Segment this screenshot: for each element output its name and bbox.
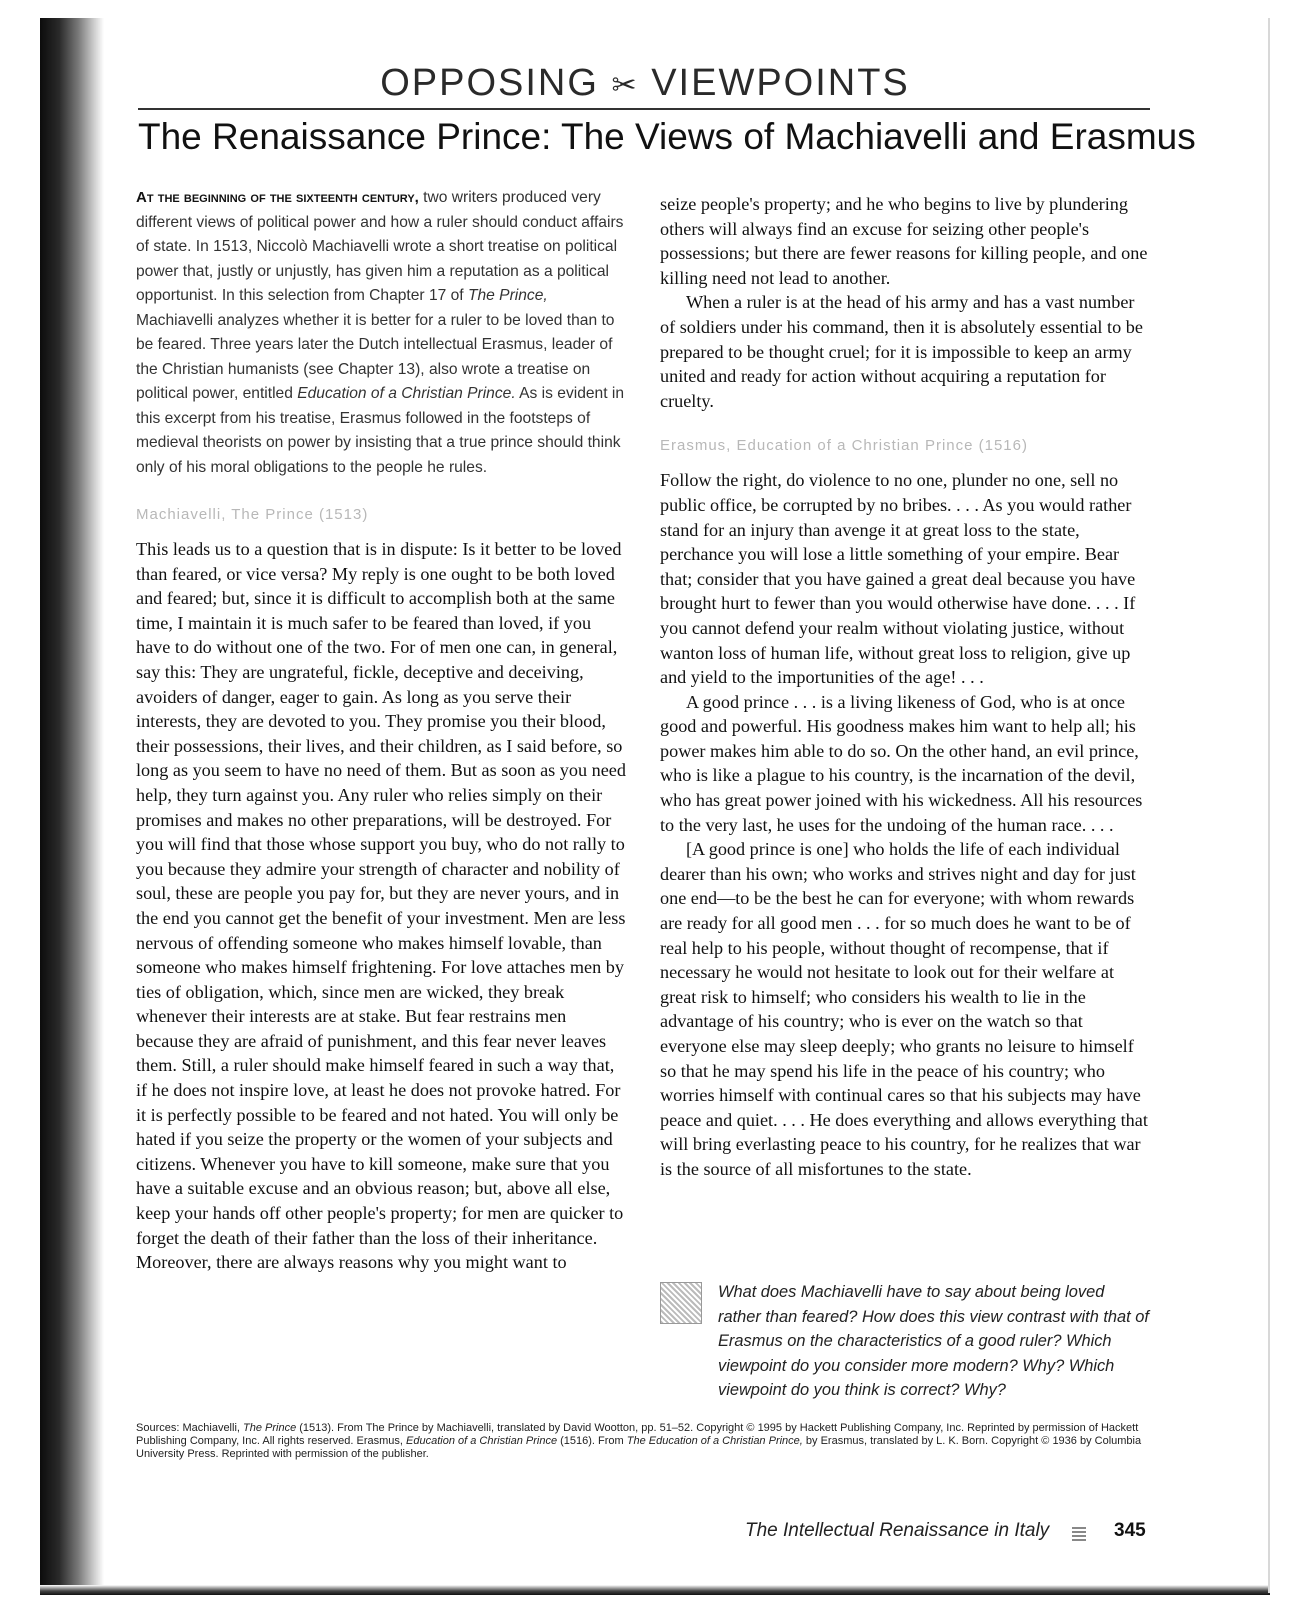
sources-note: [136, 1422, 1150, 1461]
erasmus-paragraph-1: Follow the right, do violence to no one, plunder no one, sell no public office, be corrupted by no bribes. . . . As you would rather stand for an injury than avenge it at great loss to the state, perchance you will lose a little something of your empire. Bear that; consider that you have gained a great deal because you have brought hurt to fewer than you would otherwise have done. . . . If you cannot defend your realm without violating justice, without wanton loss of human life, without great loss to religion, give up and yield to the importunities of the age! . . .: [660, 470, 1136, 688]
sources-label: Sources:: [136, 1422, 180, 1434]
intro-text-1: two writers produced very different views of political power and how a ruler should conduct affairs of state. In 1513, Niccolò Machiavelli wrote a short treatise on political power that, justly or unjustly, has given him a reputation as a political opportunist. In this selection from Chapter 17 of: [136, 189, 624, 304]
machiavelli-continued: seize people's property; and he who begins to live by plundering others will always find an excuse for seizing other people's possessions; but there are fewer reasons for killing people, and one killing need not lead to another.: [660, 194, 1148, 288]
question-text: What does Machiavelli have to say about being loved rather than feared? How does this view contrast with that of Erasmus on the characteristics of a good ruler? Which viewpoint do you consider more modern? Why? Which viewpoint do you think is correct? Why?: [718, 1283, 1149, 1400]
right-column: [660, 192, 1150, 1182]
banner-rule: [138, 108, 1150, 110]
question-icon: [660, 1282, 702, 1324]
intro-text-3: As is evident in this excerpt from his treatise, Erasmus followed in the footsteps of medieval theorists on power by insisting that a true prince should think only of his moral obligations to the people he rules.: [136, 385, 625, 476]
sources-italic-1: The Prince: [243, 1422, 297, 1434]
section-banner: [140, 62, 1150, 105]
sources-text-1: Machiavelli,: [179, 1422, 243, 1434]
sources-text-3: (1516). From: [557, 1435, 627, 1447]
erasmus-paragraph-3: [A good prince is one] who holds the life of each individual dearer than his own; who works and strives night and day for just one end—to be the best he can for everyone; with whom rewards are ready for all good men . . . for so much does he want to be of real help to his people, without thought of recompense, that if necessary he would not hesitate to look out for their welfare at great risk to himself; who considers his wealth to lie in the advantage of his country; who is ever on the watch so that everyone else may sleep deeply; who grants no leisure to himself so that he may spend his life in the peace of his country; who worries himself with continual cares so that his subjects may have peace and quiet. . . . He does everything and allows everything that will bring everlasting peace to his country, for he realizes that war is the source of all misfortunes to the state.: [660, 839, 1148, 1179]
running-title: The Intellectual Renaissance in Italy: [745, 1520, 1050, 1541]
footer-ornament-icon: [1072, 1525, 1086, 1541]
intro-lead: At the beginning of the sixteenth century,: [136, 189, 419, 206]
intro-text-2: Machiavelli analyzes whether it is better for a ruler to be loved than to be feared. Three years later the Dutch intellectual Erasmus, leader of the Christian humanists (see Chapter 13), also wrote a treatise on political power, entitled: [136, 311, 615, 402]
sources-italic-2: Education of a Christian Prince: [406, 1435, 558, 1447]
erasmus-heading: Erasmus, Education of a Christian Prince (1516): [660, 437, 1028, 455]
banner-left-word: OPPOSING: [380, 62, 599, 104]
intro-paragraph: [136, 186, 628, 480]
machiavelli-body: This leads us to a question that is in dispute: Is it better to be loved than feared, or vice versa? My reply is one ought to be both loved and feared; but, since it is difficult to accomplish both at the same time, I maintain it is much safer to be feared than loved, if you have to do without one of the two. For of men one can, in general, say this: They are ungrateful, fickle, deceptive and deceiving, avoiders of danger, eager to gain. As long as you serve their interests, they are devoted to you. They promise you their blood, their possessions, their lives, and their children, as I said before, so long as you seem to have no need of them. But as soon as you need help, they turn against you. Any ruler who relies simply on their promises and makes no other preparations, will be destroyed. For you will find that those whose support you buy, who do not rally to you because they admire your strength of character and nobility of soul, these are people you pay for, but they are never yours, and in the end you cannot get the benefit of your investment. Men are less nervous of offending someone who makes himself lovable, than someone who makes himself frightening. For love attaches men by ties of obligation, which, since men are wicked, they break whenever their interests are at stake. But fear restrains men because they are afraid of punishment, and this fear never leaves them. Still, a ruler should make himself feared in such a way that, if he does not inspire love, at least he does not provoke hatred. For it is perfectly possible to be feared and not hated. You will only be hated if you seize the property or the women of your subjects and citizens. Whenever you have to kill someone, make sure that you have a suitable excuse and an obvious reason; but, above all else, keep your hands off other people's property; for men are quicker to forget the death of their father than the loss of their inheritance. Moreover, there are always reasons why you might want to: [136, 539, 626, 1273]
sources-text-4: by Erasmus, translated by L. K. Born. Copyright © 1936 by Columbia University Press. Reprinted with permission of the publisher.: [136, 1435, 1142, 1460]
machiavelli-paragraph-2: When a ruler is at the head of his army and has a vast number of soldiers under his command, then it is absolutely essential to be prepared to be thought cruel; for it is impossible to keep an army united and ready for action without acquiring a reputation for cruelty.: [660, 292, 1143, 411]
scan-binding-shadow: [40, 18, 104, 1593]
banner-right-word: VIEWPOINTS: [651, 62, 910, 104]
sources-italic-3: The Education of a Christian Prince,: [626, 1435, 803, 1447]
sources-text-2: (1513). From The Prince by Machiavelli, translated by David Wootton, pp. 51–52. Copyright © 1995 by Hackett Publishing Company, Inc. Reprinted by permission of Hackett Publishing Company, Inc. All rights reserved. Erasmus,: [136, 1422, 1139, 1447]
intro-italic-1: The Prince,: [467, 287, 548, 304]
page-number: 345: [1114, 1520, 1146, 1541]
review-question: [660, 1280, 1150, 1410]
intro-italic-2: Education of a Christian Prince.: [297, 385, 516, 402]
page-title: The Renaissance Prince: The Views of Machiavelli and Erasmus: [138, 116, 1196, 157]
erasmus-paragraph-2: A good prince . . . is a living likeness of God, who is at once good and powerful. His goodness makes him want to help all; his power makes him able to do so. On the other hand, an evil prince, who is like a plague to his country, is the incarnation of the devil, who has great power joined with his wickedness. All his resources to the very last, he uses for the undoing of the human race. . . .: [660, 691, 1143, 835]
page-edge: [1268, 18, 1270, 1593]
scissors-icon: ✂: [611, 68, 639, 103]
left-column: [136, 186, 628, 1275]
scan-bottom-shadow: [40, 1585, 1270, 1595]
machiavelli-heading: Machiavelli, The Prince (1513): [136, 506, 369, 523]
